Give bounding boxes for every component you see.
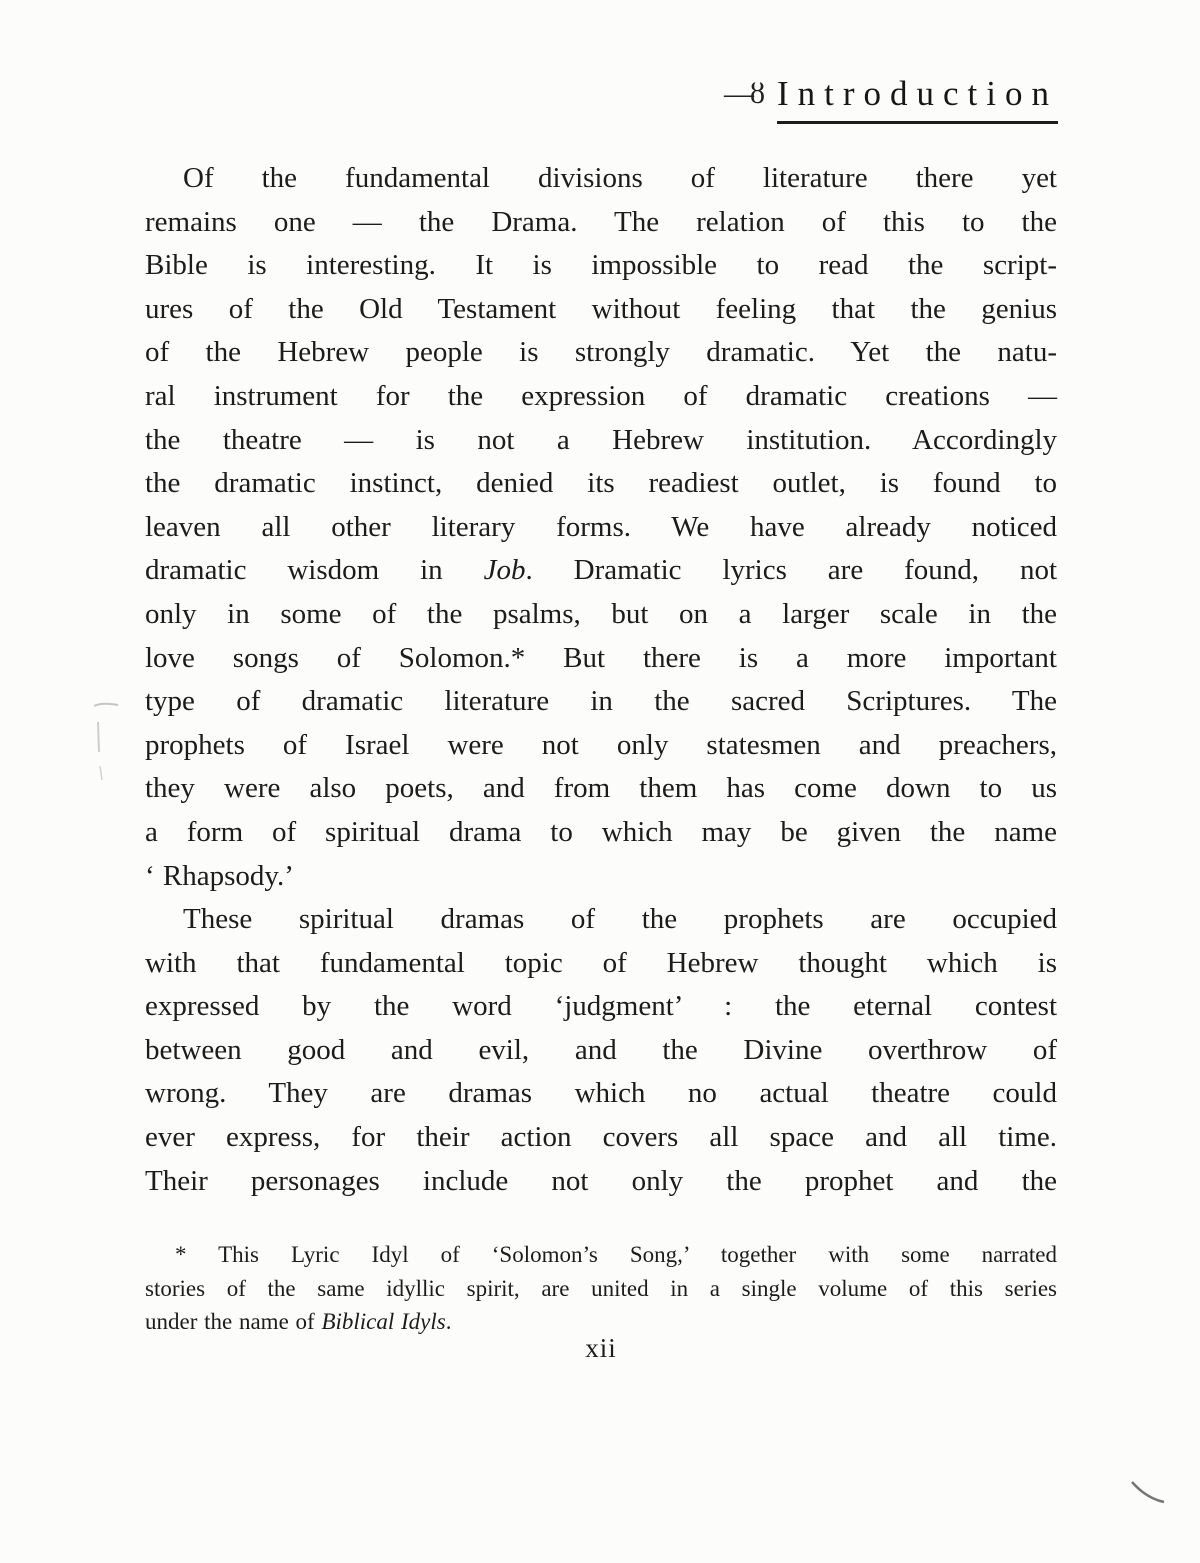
text-line: the theatre — is not a Hebrew institution. Accordingly <box>145 423 1057 456</box>
paragraph <box>145 157 1057 898</box>
scan-artifact-corner <box>1128 1478 1168 1513</box>
page-title: Introduction <box>777 74 1058 124</box>
text-line: type of dramatic literature in the sacred Scriptures. The <box>145 685 1057 718</box>
text-line: between good and evil, and the Divine overthrow of <box>145 1033 1057 1066</box>
scan-artifact-left <box>92 700 122 795</box>
running-head <box>724 74 1058 124</box>
text-line: expressed by the word ‘judgment’ : the eternal contest <box>145 990 1057 1023</box>
paragraph <box>145 898 1057 1203</box>
text-line: ral instrument for the expression of dramatic creations — <box>145 379 1057 412</box>
text-line: * This Lyric Idyl of ‘Solomon’s Song,’ together with some narrated <box>175 1242 1057 1267</box>
text-line: These spiritual dramas of the prophets are occupied <box>183 903 1057 936</box>
text-line: stories of the same idyllic spirit, are united in a single volume of this series <box>145 1275 1057 1301</box>
text-line: Of the fundamental divisions of literature there yet <box>183 162 1057 194</box>
text-line: only in some of the psalms, but on a larger scale in the <box>145 597 1057 630</box>
text-line: remains one — the Drama. The relation of this to the <box>145 205 1057 238</box>
text-line: wrong. They are dramas which no actual theatre could <box>145 1077 1057 1110</box>
text-line: dramatic wisdom in Job. Dramatic lyrics are found, not <box>145 554 1058 587</box>
text-line: ures of the Old Testament without feeling that the genius <box>145 292 1057 325</box>
page-number: xii <box>585 1333 617 1363</box>
text-line: love songs of Solomon.* But there is a more important <box>145 641 1057 674</box>
text-line: the dramatic instinct, denied its readiest outlet, is found to <box>145 467 1057 500</box>
text-line: leaven all other literary forms. We have already noticed <box>145 510 1057 543</box>
text-line: under the name of Biblical Idyls. <box>145 1309 452 1334</box>
header-ornament-icon: —ȣ <box>723 77 761 110</box>
text-line: prophets of Israel were not only statesmen and preachers, <box>145 728 1057 761</box>
footnote <box>145 1238 1057 1339</box>
text-line: Bible is interesting. It is impossible to read the script- <box>145 249 1057 282</box>
text-line: with that fundamental topic of Hebrew thought which is <box>145 946 1057 979</box>
text-line: ‘ Rhapsody.’ <box>145 859 294 892</box>
text-line: they were also poets, and from them has come down to us <box>145 772 1057 805</box>
text-line: ever express, for their action covers all space and all time. <box>145 1121 1057 1154</box>
body-text <box>145 157 1057 1203</box>
text-line: of the Hebrew people is strongly dramatic. Yet the natu- <box>145 336 1057 369</box>
text-line: a form of spiritual drama to which may be given the name <box>145 815 1057 848</box>
text-line: Their personages include not only the prophet and the <box>145 1164 1057 1197</box>
